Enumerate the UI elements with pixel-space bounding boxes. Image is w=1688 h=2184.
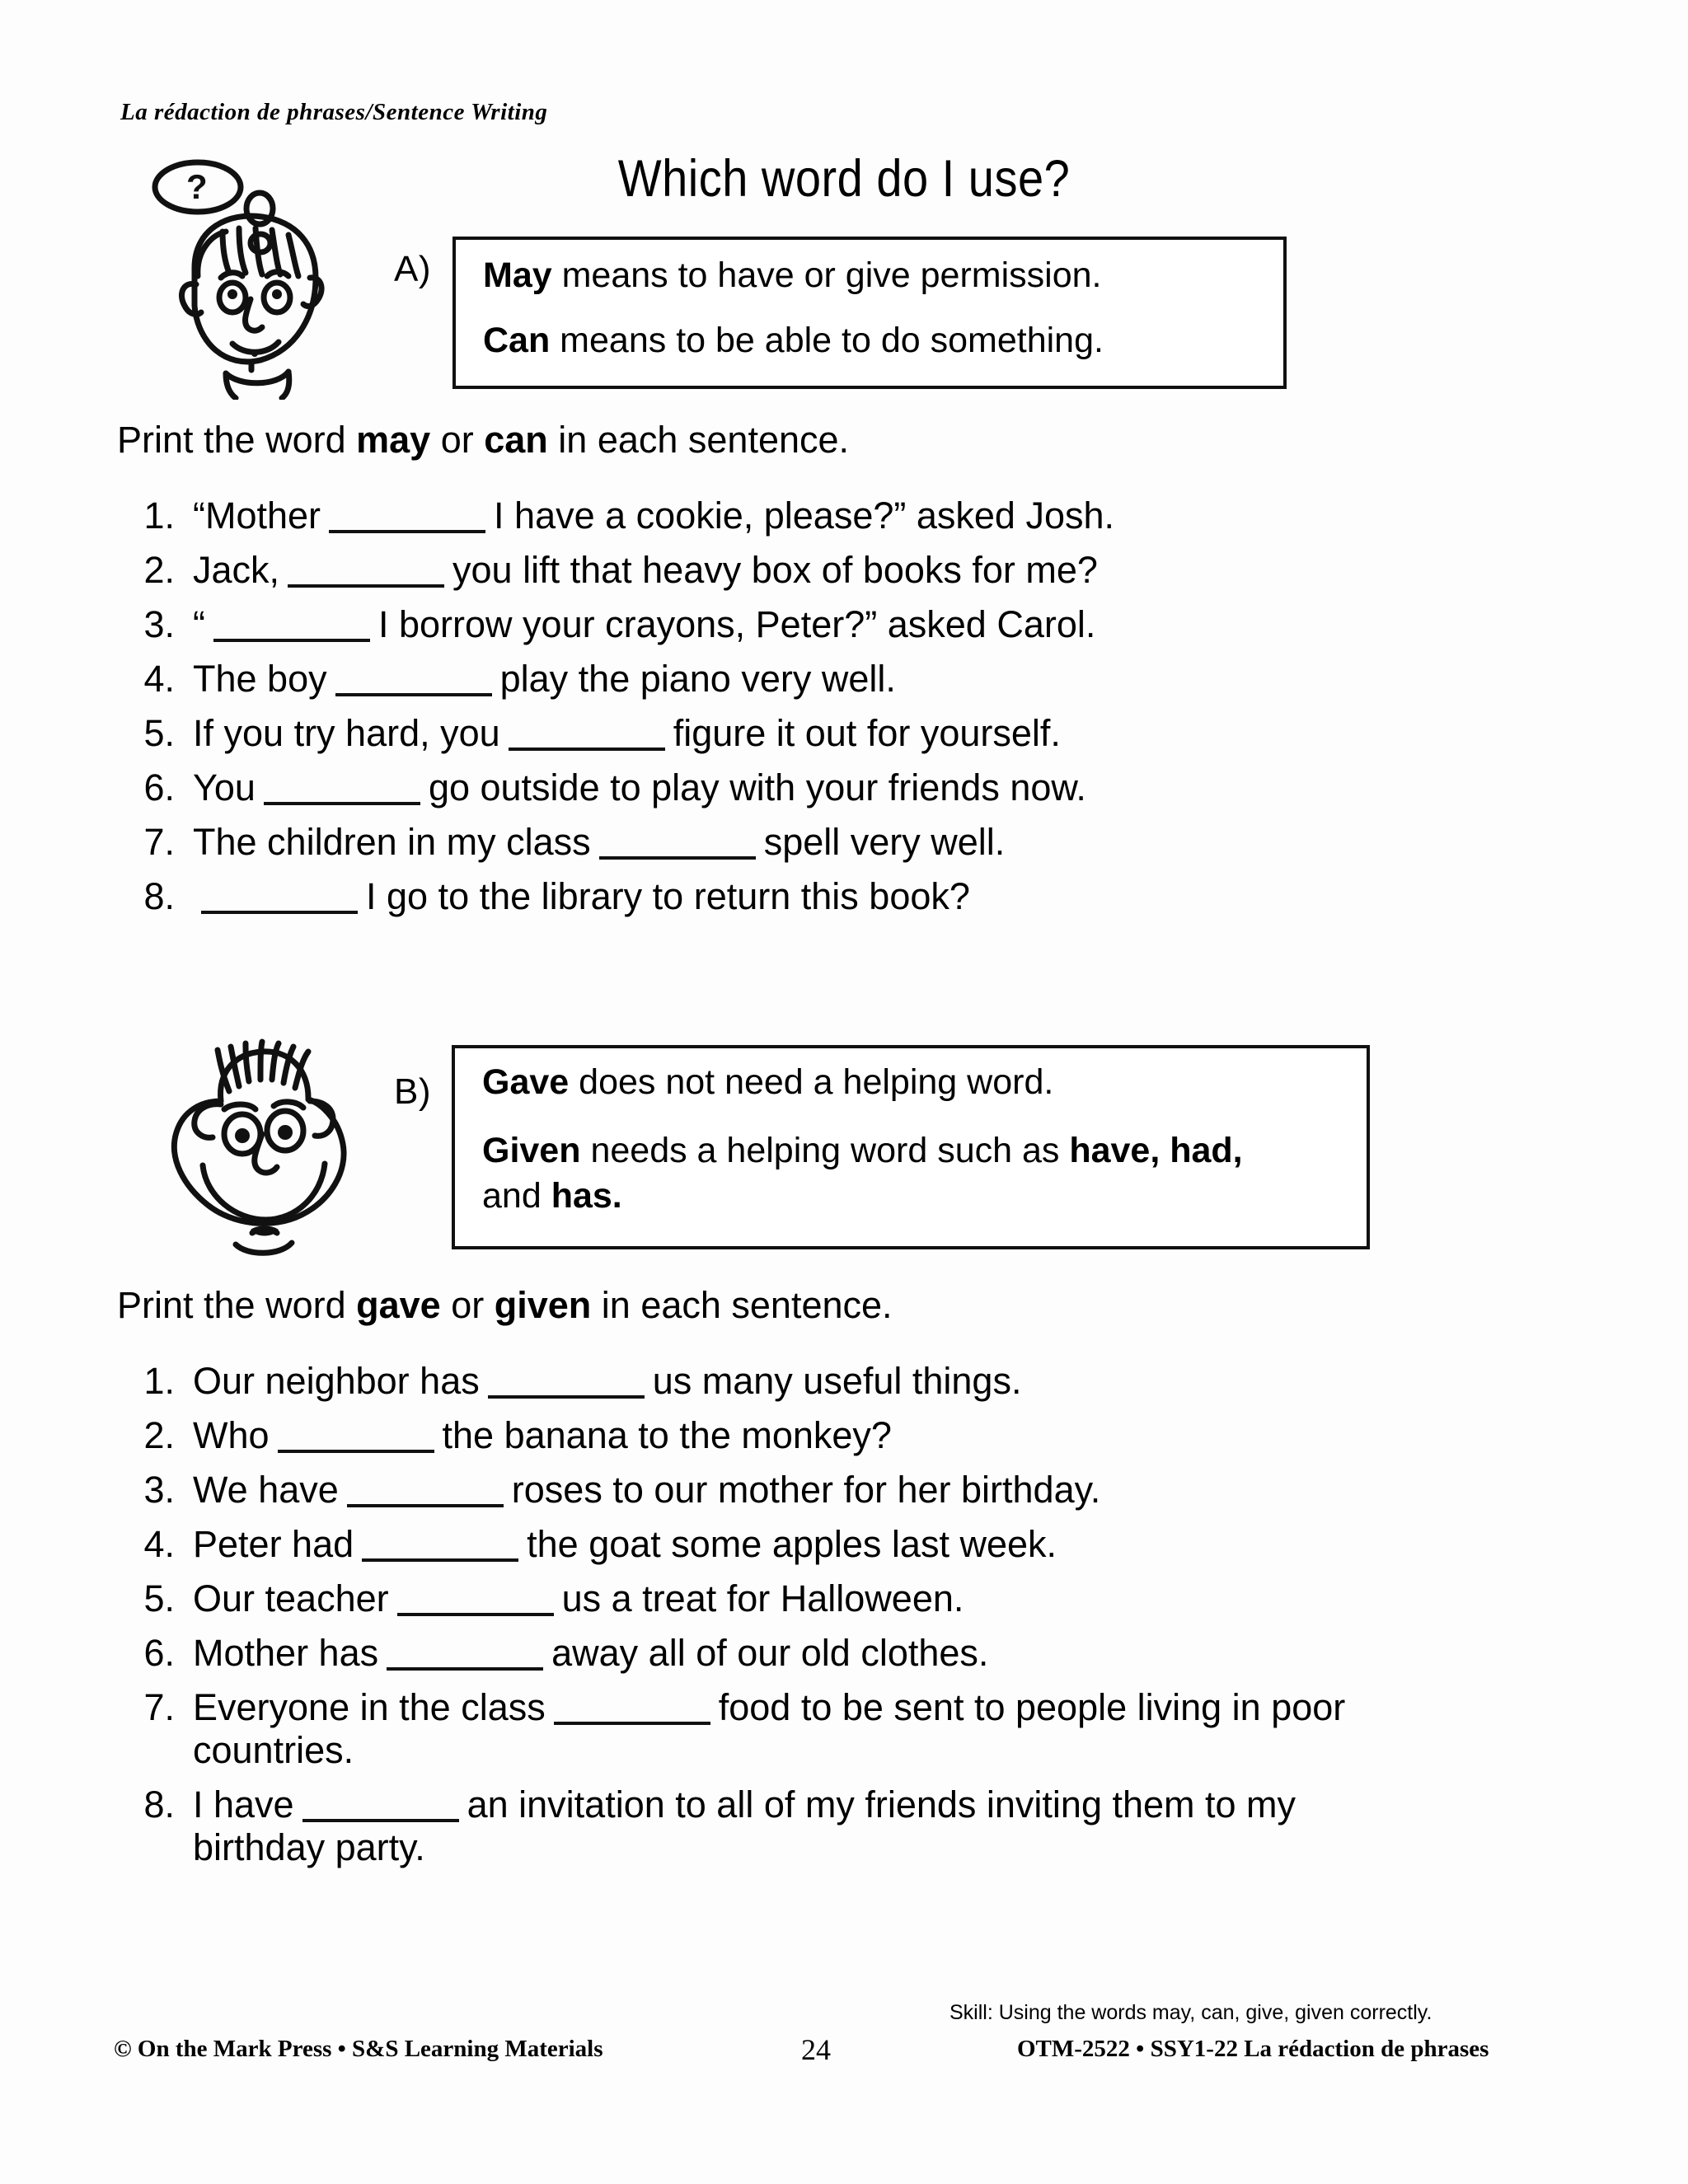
item-number: 5. xyxy=(143,1577,175,1619)
item-number: 4. xyxy=(143,1523,175,1565)
item-text-after: spell very well. xyxy=(763,821,1006,863)
definition-has-word: has. xyxy=(551,1176,622,1216)
item-text-after: figure it out for yourself. xyxy=(673,712,1061,754)
answer-blank[interactable] xyxy=(599,856,756,860)
item-text-after: an invitation to all of my friends inviting them to my xyxy=(467,1783,1296,1825)
item-text-after: play the piano very well. xyxy=(499,658,896,700)
definition-given-cont xyxy=(482,1174,622,1219)
section-a-exercise-list xyxy=(124,494,1624,930)
item-text xyxy=(193,821,1005,864)
running-head: La rédaction de phrases/Sentence Writing xyxy=(120,99,548,125)
section-b-label: B) xyxy=(394,1071,431,1112)
instruction-b-post: in each sentence. xyxy=(591,1284,893,1326)
item-text xyxy=(193,1686,1345,1729)
item-number: 2. xyxy=(143,1414,175,1456)
definition-can-text: means to be able to do something. xyxy=(550,321,1104,360)
item-text-after: go outside to play with your friends now. xyxy=(428,766,1086,808)
definition-given-text: needs a helping word such as xyxy=(580,1131,1070,1170)
item-text-after: the banana to the monkey? xyxy=(442,1414,892,1456)
answer-blank[interactable] xyxy=(329,530,485,533)
item-text-before: You xyxy=(193,766,256,808)
item-text-after: I have a cookie, please?” asked Josh. xyxy=(494,494,1115,537)
exercise-item xyxy=(124,658,1624,701)
instruction-a-word-can: can xyxy=(484,419,548,461)
definition-helping-words: have, had, xyxy=(1069,1131,1243,1170)
item-text-before: Peter had xyxy=(193,1523,354,1565)
item-text xyxy=(193,658,896,701)
item-text-before: Who xyxy=(193,1414,270,1456)
item-text-after: roses to our mother for her birthday. xyxy=(511,1469,1101,1511)
item-text xyxy=(193,1523,1057,1566)
smiling-boy-face-icon xyxy=(157,1022,367,1261)
item-number: 5. xyxy=(143,712,175,754)
item-number: 6. xyxy=(143,1632,175,1674)
instruction-b-word-gave: gave xyxy=(356,1284,441,1326)
instruction-b-pre: Print the word xyxy=(117,1284,357,1326)
item-text-before: I have xyxy=(193,1783,294,1825)
instruction-a-post: in each sentence. xyxy=(547,419,850,461)
item-text-before: Jack, xyxy=(193,549,280,591)
item-text-after: away all of our old clothes. xyxy=(551,1632,989,1674)
svg-text:?: ? xyxy=(186,167,208,206)
answer-blank[interactable] xyxy=(387,1667,543,1671)
item-text-before: Mother has xyxy=(193,1632,379,1674)
item-number: 7. xyxy=(143,821,175,863)
item-number: 1. xyxy=(143,1360,175,1402)
answer-blank[interactable] xyxy=(554,1722,710,1725)
answer-blank[interactable] xyxy=(362,1558,518,1562)
item-text-after: I borrow your crayons, Peter?” asked Carol. xyxy=(378,603,1096,645)
exercise-item xyxy=(124,1632,1624,1675)
item-text-before: We have xyxy=(193,1469,339,1511)
item-text-before: Everyone in the class xyxy=(193,1686,546,1728)
section-a-label: A) xyxy=(394,249,431,289)
item-text-after: us many useful things. xyxy=(652,1360,1022,1402)
page-title: Which word do I use? xyxy=(617,149,1071,208)
instruction-a-mid: or xyxy=(430,419,485,461)
definition-given-word: Given xyxy=(482,1131,581,1170)
item-text-after: I go to the library to return this book? xyxy=(366,875,970,917)
definition-given xyxy=(482,1128,1243,1174)
answer-blank[interactable] xyxy=(201,911,358,914)
item-text xyxy=(193,1632,988,1675)
definition-may-text: means to have or give permission. xyxy=(551,255,1102,295)
item-text xyxy=(193,1783,1296,1826)
item-text-wrap: countries. xyxy=(193,1729,354,1771)
instruction-a-pre: Print the word xyxy=(117,419,357,461)
section-b-exercise-list xyxy=(124,1360,1624,1881)
item-text-after: you lift that heavy box of books for me? xyxy=(452,549,1098,591)
exercise-item xyxy=(124,1414,1624,1457)
item-number: 7. xyxy=(143,1686,175,1728)
item-text xyxy=(193,549,1098,592)
definition-and-text: and xyxy=(482,1176,551,1216)
item-text xyxy=(193,603,1095,646)
item-text-after: the goat some apples last week. xyxy=(527,1523,1057,1565)
exercise-item xyxy=(124,766,1624,809)
item-text xyxy=(193,1577,964,1620)
item-text xyxy=(193,712,1061,755)
answer-blank[interactable] xyxy=(509,748,665,751)
definition-can-word: Can xyxy=(483,321,551,360)
instruction-b-word-given: given xyxy=(494,1284,592,1326)
section-b-instruction xyxy=(117,1284,893,1327)
exercise-item xyxy=(124,1686,1624,1772)
answer-blank[interactable] xyxy=(335,693,492,696)
exercise-item xyxy=(124,875,1624,918)
item-text xyxy=(193,1414,892,1457)
definition-gave-text: does not need a helping word. xyxy=(569,1062,1054,1102)
exercise-item xyxy=(124,1523,1624,1566)
exercise-item xyxy=(124,1783,1624,1869)
answer-blank[interactable] xyxy=(213,639,370,642)
item-text-before: “ xyxy=(193,603,205,645)
item-text-before: Our teacher xyxy=(193,1577,389,1619)
item-text xyxy=(193,1360,1021,1403)
item-text xyxy=(193,1469,1100,1511)
item-text xyxy=(193,766,1086,809)
page-number: 24 xyxy=(801,2033,831,2066)
item-text-after: us a treat for Halloween. xyxy=(561,1577,964,1619)
exercise-item xyxy=(124,494,1624,537)
answer-blank[interactable] xyxy=(302,1819,459,1822)
item-text-before: “Mother xyxy=(193,494,321,537)
exercise-item xyxy=(124,603,1624,646)
section-a-instruction xyxy=(117,419,849,462)
item-number: 6. xyxy=(143,766,175,808)
item-text-before: The boy xyxy=(193,658,327,700)
exercise-item xyxy=(124,549,1624,592)
exercise-item xyxy=(124,1577,1624,1620)
item-text-before: Our neighbor has xyxy=(193,1360,480,1402)
item-text xyxy=(193,875,970,918)
exercise-item xyxy=(124,712,1624,755)
instruction-b-mid: or xyxy=(440,1284,495,1326)
item-text xyxy=(193,494,1114,537)
item-text-before: The children in my class xyxy=(193,821,591,863)
footer-copyright: © On the Mark Press • S&S Learning Materials xyxy=(114,2036,603,2062)
definition-may xyxy=(483,253,1101,298)
answer-blank[interactable] xyxy=(288,584,444,588)
exercise-item xyxy=(124,821,1624,864)
exercise-item xyxy=(124,1360,1624,1403)
item-text-after: food to be sent to people living in poor xyxy=(718,1686,1346,1728)
definition-gave-word: Gave xyxy=(482,1062,570,1102)
instruction-a-word-may: may xyxy=(356,419,431,461)
answer-blank[interactable] xyxy=(278,1450,434,1453)
exercise-item xyxy=(124,1469,1624,1511)
definition-can xyxy=(483,318,1104,363)
item-text-before: If you try hard, you xyxy=(193,712,500,754)
footer-product-code: OTM-2522 • SSY1-22 La rédaction de phrases xyxy=(1017,2036,1489,2062)
skill-line: Skill: Using the words may, can, give, given correctly. xyxy=(950,2001,1432,2024)
item-number: 1. xyxy=(143,494,175,537)
thinking-boy-face-icon xyxy=(147,152,336,400)
answer-blank[interactable] xyxy=(347,1504,504,1507)
section-a-definition-box xyxy=(452,237,1287,389)
section-b-definition-box xyxy=(452,1045,1370,1249)
definition-may-word: May xyxy=(483,255,552,295)
item-number: 4. xyxy=(143,658,175,700)
item-number: 8. xyxy=(143,1783,175,1825)
item-number: 3. xyxy=(143,1469,175,1511)
answer-blank[interactable] xyxy=(397,1613,554,1616)
item-text-wrap: birthday party. xyxy=(193,1826,425,1868)
item-number: 3. xyxy=(143,603,175,645)
item-number: 8. xyxy=(143,875,175,917)
answer-blank[interactable] xyxy=(488,1395,645,1399)
answer-blank[interactable] xyxy=(264,802,420,805)
item-number: 2. xyxy=(143,549,175,591)
definition-gave xyxy=(482,1060,1053,1105)
